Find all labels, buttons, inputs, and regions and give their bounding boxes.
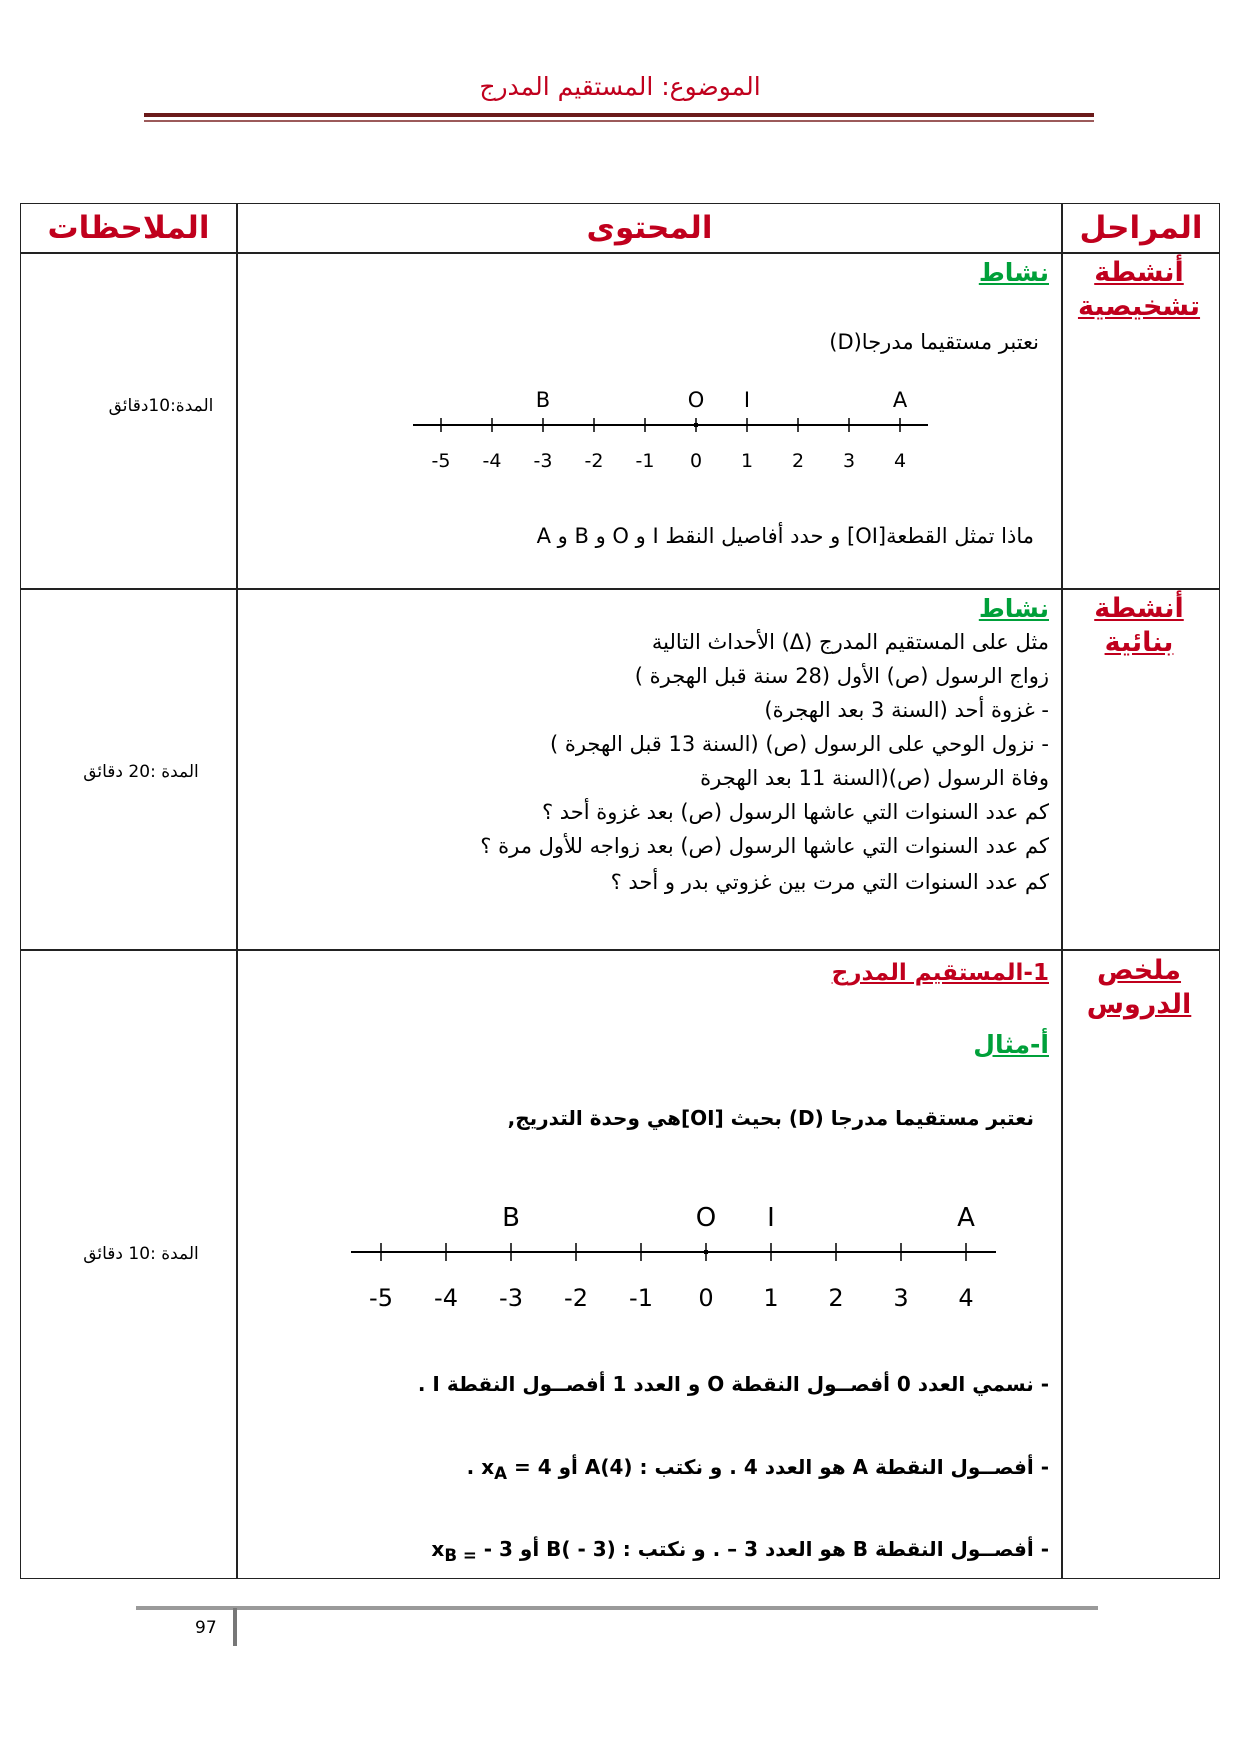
stage-constructive: أنشطة بنائية	[1094, 593, 1184, 658]
stage-summary: ملخص الدروس	[1086, 955, 1192, 1020]
tick-label: -5	[369, 1284, 393, 1312]
row-divider-2	[21, 949, 1219, 951]
header-stages: المراحل	[1079, 210, 1203, 246]
tick-label: -2	[564, 1284, 588, 1312]
header-rule	[144, 113, 1094, 117]
tick-label: 2	[791, 450, 805, 472]
duration-note-1: المدة:10دقائق	[108, 396, 214, 416]
abscissa-subscript-b: B =	[444, 1546, 477, 1565]
activity-1-intro: نعتبر مستقيما مدرجا(D)	[829, 330, 1039, 354]
tick-label: 2	[828, 1284, 844, 1312]
tick-label: 3	[842, 450, 856, 472]
abscissa-value-a: = 4 .	[466, 1455, 552, 1479]
summary-bullet-2-text: - أفصــول النقطة A هو العدد 4 . و نكتب : A(4) أو x	[481, 1455, 1049, 1479]
duration-note-2: المدة :20 دقائق	[83, 762, 199, 782]
page-topic: الموضوع: المستقيم المدرج	[479, 72, 761, 101]
footer-rule	[136, 1606, 1098, 1610]
number-line-1	[386, 369, 946, 479]
header-content: المحتوى	[586, 210, 713, 246]
stage-diagnostic: أنشطة تشخيصية	[1077, 257, 1201, 322]
activity-label-2: نشاط	[978, 594, 1049, 623]
tick-label: 1	[763, 1284, 779, 1312]
example-label: أ-مثال	[973, 1030, 1049, 1059]
tick-label: 4	[893, 450, 907, 472]
summary-bullet-3-text: - أفصــول النقطة B هو العدد 3 – . و نكتب : B( - 3) أو x	[431, 1537, 1049, 1561]
activity-2-line-2: زواج الرسول (ص) الأول (28 سنة قبل الهجرة )	[634, 664, 1049, 688]
summary-bullet-3	[431, 1537, 1049, 1565]
tick-label: 3	[893, 1284, 909, 1312]
abscissa-subscript-a: A	[494, 1464, 508, 1483]
tick-label: 0	[689, 450, 703, 472]
lesson-table	[20, 203, 1220, 1579]
activity-2-line-4: - نزول الوحي على الرسول (ص) (السنة 13 قبل الهجرة )	[549, 732, 1049, 756]
summary-bullet-1: - نسمي العدد 0 أفصــول النقطة O و العدد 1 أفصــول النقطة I .	[417, 1372, 1049, 1396]
activity-2-line-5: وفاة الرسول (ص)(السنة 11 بعد الهجرة	[700, 766, 1049, 790]
tick-label: 0	[698, 1284, 714, 1312]
number-line-2	[321, 1184, 1021, 1324]
tick-label: -1	[635, 450, 655, 472]
point-label-i: I	[767, 1203, 775, 1233]
point-label-a: A	[892, 388, 908, 412]
activity-2-question-3: كم عدد السنوات التي مرت بين غزوتي بدر و أحد ؟	[610, 870, 1049, 894]
example-intro: نعتبر مستقيما مدرجا (D) بحيث [OI]هي وحدة التدريج,	[507, 1106, 1034, 1130]
header-rule-thin	[144, 120, 1094, 122]
duration-note-3: المدة :10 دقائق	[83, 1244, 199, 1264]
summary-bullet-2	[467, 1455, 1049, 1483]
row-divider-1	[21, 588, 1219, 590]
point-label-o: O	[695, 1203, 717, 1233]
row-divider-header	[21, 252, 1219, 254]
abscissa-value-b: - 3	[476, 1537, 513, 1561]
footer-bar	[233, 1608, 237, 1646]
tick-label: -3	[499, 1284, 523, 1312]
activity-label-1: نشاط	[978, 258, 1049, 287]
point-label-i: I	[743, 388, 751, 412]
tick-label: -4	[434, 1284, 458, 1312]
activity-2-line-1: مثل على المستقيم المدرج (Δ) الأحداث التالية	[651, 630, 1049, 654]
activity-1-question: ماذا تمثل القطعة[OI] و حدد أفاصيل النقط I و O و B و A	[536, 524, 1034, 548]
tick-label: -2	[584, 450, 604, 472]
point-label-b: B	[502, 1203, 520, 1233]
header-notes: الملاحظات	[47, 210, 210, 246]
origin-point	[704, 1250, 708, 1254]
tick-label: 1	[740, 450, 754, 472]
tick-label: 4	[958, 1284, 974, 1312]
col-divider-notes	[236, 204, 238, 1578]
col-divider-stages	[1061, 204, 1063, 1578]
tick-label: -4	[482, 450, 502, 472]
section-title: 1-المستقيم المدرج	[831, 960, 1049, 986]
origin-point	[694, 423, 698, 427]
activity-2-line-3: - غزوة أحد (السنة 3 بعد الهجرة)	[764, 698, 1049, 722]
activity-2-question-1: كم عدد السنوات التي عاشها الرسول (ص) بعد غزوة أحد ؟	[541, 800, 1049, 824]
page-number: 97	[195, 1618, 217, 1638]
point-label-b: B	[535, 388, 551, 412]
point-label-a: A	[957, 1203, 975, 1233]
tick-label: -5	[431, 450, 451, 472]
activity-2-question-2: كم عدد السنوات التي عاشها الرسول (ص) بعد زواجه للأول مرة ؟	[480, 834, 1049, 858]
tick-label: -3	[533, 450, 553, 472]
point-label-o: O	[687, 388, 705, 412]
tick-label: -1	[629, 1284, 653, 1312]
